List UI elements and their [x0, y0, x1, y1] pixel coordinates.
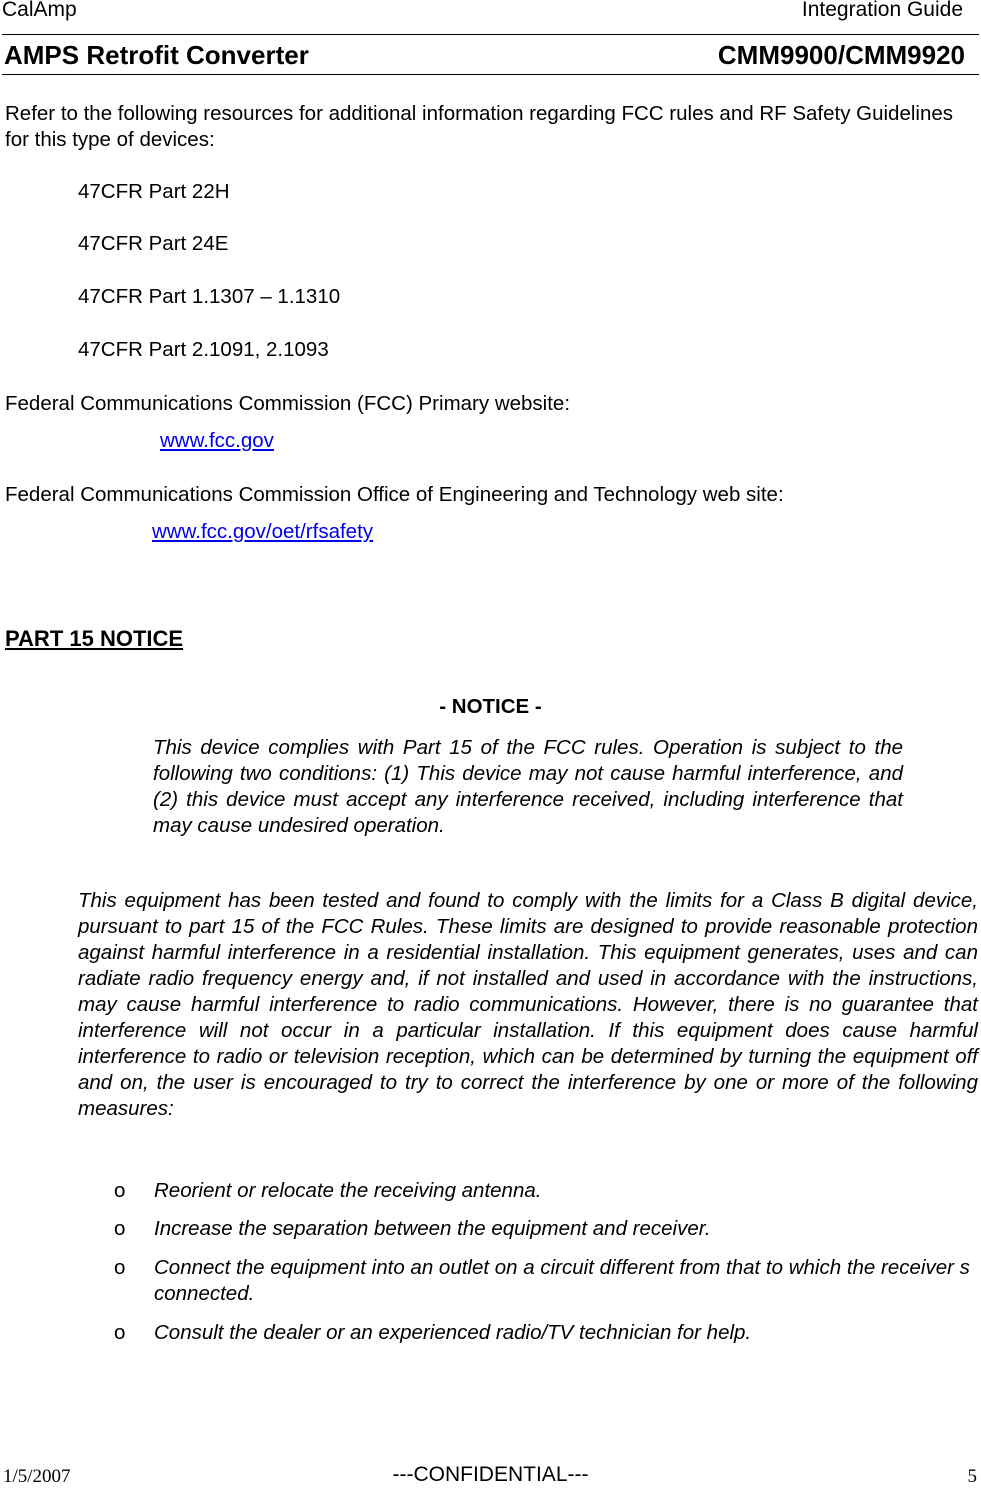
intro-paragraph: Refer to the following resources for additional information regarding FCC rules and RF Safety Guidelines for this type of devices: — [5, 102, 954, 151]
section-heading: PART 15 NOTICE — [5, 626, 184, 651]
model-number: CMM9900/CMM9920 — [717, 40, 965, 70]
list-item-text: Increase the separation between the equipment and receiver. — [154, 1217, 711, 1240]
bullet-icon: o — [114, 1217, 126, 1240]
page-number: 5 — [967, 1466, 977, 1487]
class-b-paragraph: This equipment has been tested and found to comply with the limits for a Class B digital device, pursuant to part 15 of the FCC Rules. These limits are designed to provide reasonable protection against harmful interference in a residential installation. This equipment generates, uses and can radiate radio frequency energy and, if not installed and used in accordance with the instructions, may cause harmful interference to radio communications. However, there is no guarantee that interference will not occur in a particular installation. If this equipment does cause harmful interference to radio or television reception, which can be determined by turning the equipment off and on, the user is encouraged to try to correct the interference by one or more of the following measures: — [78, 889, 978, 1120]
reference-item: 47CFR Part 24E — [78, 232, 229, 255]
bullet-icon: o — [114, 1256, 126, 1279]
reference-item: 47CFR Part 2.1091, 2.1093 — [78, 338, 329, 361]
footer-confidential: ---CONFIDENTIAL--- — [392, 1463, 589, 1486]
reference-item: 47CFR Part 22H — [78, 180, 230, 203]
list-item-text: Consult the dealer or an experienced radio/TV technician for help. — [154, 1321, 752, 1344]
fcc-oet-link[interactable]: www.fcc.gov/oet/rfsafety — [152, 520, 374, 543]
notice-title: - NOTICE - — [439, 695, 542, 718]
list-item-text: Reorient or relocate the receiving antenna. — [154, 1179, 542, 1202]
product-title: AMPS Retrofit Converter — [4, 40, 309, 70]
company-name: CalAmp — [2, 0, 77, 21]
list-item-text: Connect the equipment into an outlet on a circuit different from that to which the receiver s connected. — [154, 1256, 970, 1305]
fcc-oet-label: Federal Communications Commission Office of Engineering and Technology web site: — [5, 483, 784, 506]
notice-text: This device complies with Part 15 of the FCC rules. Operation is subject to the following two conditions: (1) This device may not cause harmful interference, and (2) this device must accept any interference received, including interference that may cause undesired operation. — [153, 736, 903, 837]
doc-type: Integration Guide — [801, 0, 963, 21]
header-rule-bottom — [2, 74, 979, 75]
header-rule-top — [2, 34, 979, 35]
fcc-primary-link[interactable]: www.fcc.gov — [160, 429, 274, 452]
fcc-primary-label: Federal Communications Commission (FCC) Primary website: — [5, 392, 571, 415]
bullet-icon: o — [114, 1321, 126, 1344]
footer-date: 1/5/2007 — [3, 1466, 71, 1487]
reference-item: 47CFR Part 1.1307 – 1.1310 — [78, 285, 341, 308]
bullet-icon: o — [114, 1179, 126, 1202]
